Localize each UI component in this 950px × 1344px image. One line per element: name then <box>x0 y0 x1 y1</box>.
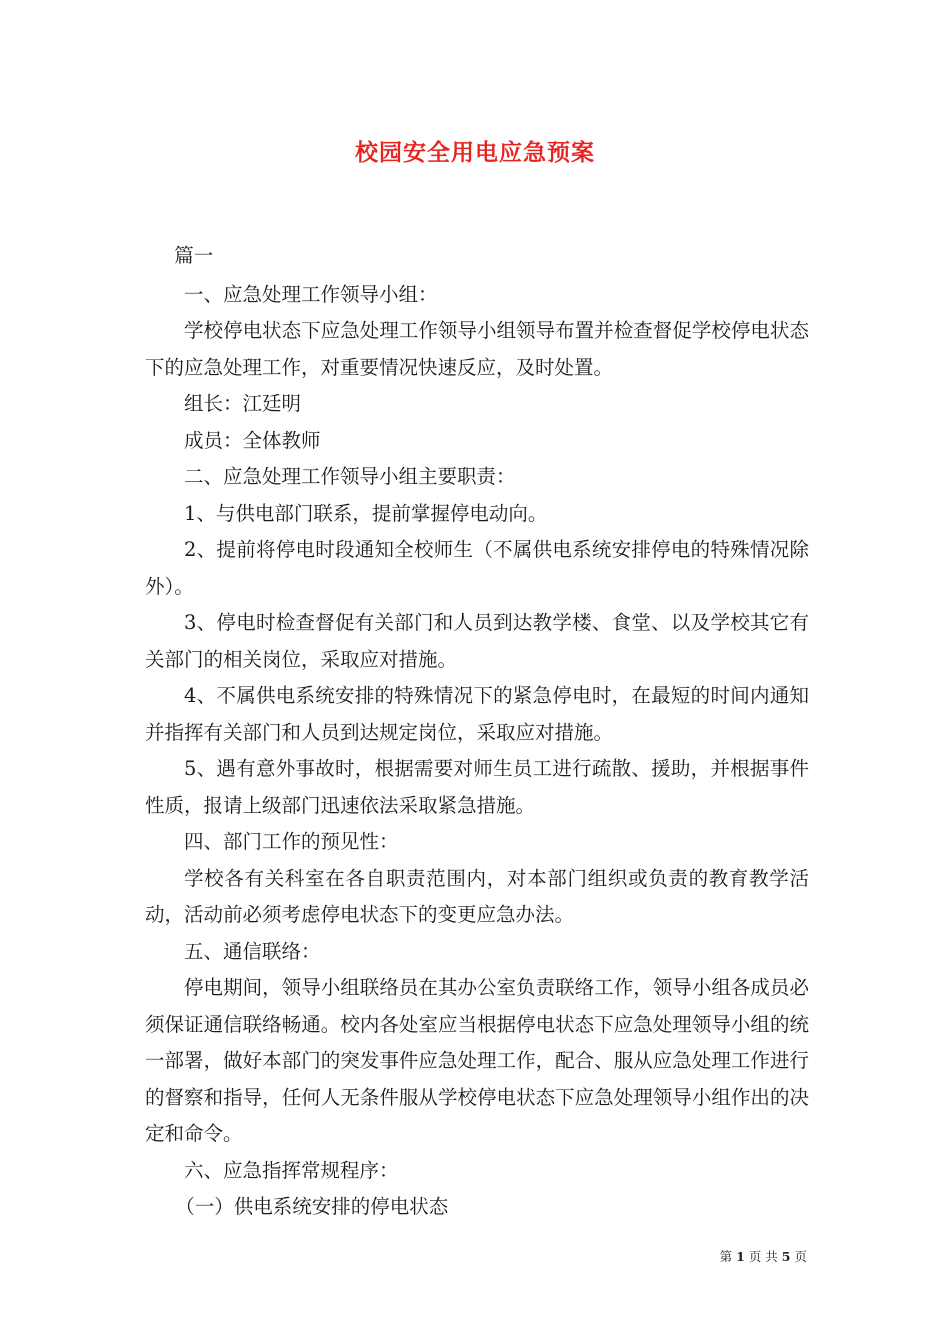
heading-leadership-group: 一、应急处理工作领导小组： <box>184 282 438 306</box>
page-number-prefix: 第 <box>719 1249 733 1264</box>
page-number-suffix: 页 <box>794 1249 807 1264</box>
subheading: （一）供电系统安排的停电状态 <box>175 1195 449 1218</box>
document-body <box>145 238 809 1226</box>
list-item: 1、与供电部门联系，提前掌握停电动向。 <box>184 501 548 525</box>
page-number <box>720 1247 807 1265</box>
page-number-middle: 页 共 <box>748 1249 778 1264</box>
list-item: 4、不属供电系统安排的特殊情况下的紧急停电时，在最短的时间内通知并指挥有关部门和人员到达规定岗位，采取应对措施。 <box>145 684 809 744</box>
document-title: 校园安全用电应急预案 <box>355 139 595 166</box>
heading-communication: 五、通信联络： <box>184 939 321 963</box>
group-members: 成员：全体教师 <box>184 428 321 452</box>
list-item: 5、遇有意外事故时，根据需要对师生员工进行疏散、援助，并根据事件性质，报请上级部门迅速依法采取紧急措施。 <box>145 757 809 817</box>
group-leader: 组长：江廷明 <box>184 392 302 415</box>
paragraph: 学校停电状态下应急处理工作领导小组领导布置并检查督促学校停电状态下的应急处理工作，对重要情况快速反应，及时处置。 <box>145 319 809 379</box>
list-item: 2、提前将停电时段通知全校师生（不属供电系统安排停电的特殊情况除外）。 <box>145 538 809 598</box>
heading-responsibilities: 二、应急处理工作领导小组主要职责： <box>184 465 516 488</box>
page-number-current: 1 <box>736 1249 745 1264</box>
section-label: 篇一 <box>174 244 214 267</box>
heading-procedures: 六、应急指挥常规程序： <box>184 1158 399 1182</box>
paragraph: 学校各有关科室在各自职责范围内，对本部门组织或负责的教育教学活动，活动前必须考虑停电状态下的变更应急办法。 <box>145 866 809 926</box>
paragraph: 停电期间，领导小组联络员在其办公室负责联络工作，领导小组各成员必须保证通信联络畅通。校内各处室应当根据停电状态下应急处理领导小组的统一部署，做好本部门的突发事件应急处理工作，配合、服从应急处理工作进行的督察和指导，任何人无条件服从学校停电状态下应急处理领导小组作出的决定和命令。 <box>145 976 809 1145</box>
list-item: 3、停电时检查督促有关部门和人员到达教学楼、食堂、以及学校其它有关部门的相关岗位，采取应对措施。 <box>145 611 809 671</box>
heading-foresight: 四、部门工作的预见性： <box>184 830 399 853</box>
page-number-total: 5 <box>781 1249 791 1264</box>
